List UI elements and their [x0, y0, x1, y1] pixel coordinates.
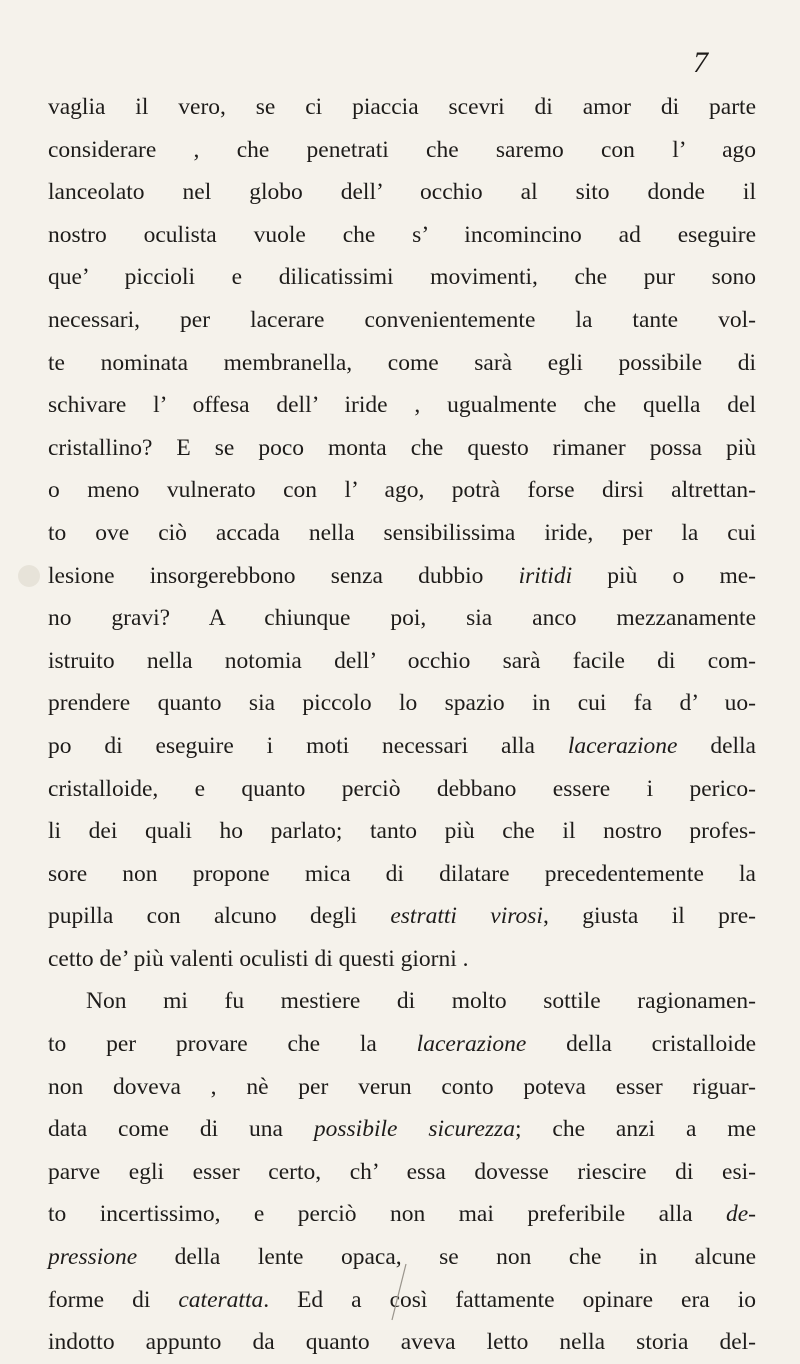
text-line: sore non propone mica di dilatare precedentemente la	[48, 860, 756, 887]
text-line: Non mi fu mestiere di molto sottile ragionamen-	[86, 988, 756, 1015]
text-line: istruito nella notomia dell’ occhio sarà facile di com-	[48, 647, 756, 674]
text-line: considerare , che penetrati che saremo con l’ ago	[48, 136, 756, 163]
text-line: to per provare che la lacerazione della cristalloide	[48, 1031, 757, 1058]
page-number: 7	[693, 46, 708, 79]
page-smudge	[18, 565, 40, 587]
text-line: indotto appunto da quanto aveva letto nella storia del-	[48, 1329, 756, 1356]
text-line: pupilla con alcuno degli estratti virosi, giusta il pre-	[48, 903, 756, 930]
text-line: parve egli esser certo, ch’ essa dovesse riescire di esi-	[48, 1158, 756, 1185]
text-line: cetto de’ più valenti oculisti di questi giorni .	[48, 945, 469, 972]
text-line: prendere quanto sia piccolo lo spazio in cui fa d’ uo-	[48, 690, 756, 717]
text-line: pressione della lente opaca, se non che in alcune	[48, 1244, 756, 1271]
text-line: te nominata membranella, come sarà egli possibile di	[48, 349, 756, 376]
text-line: to incertissimo, e perciò non mai preferibile alla de-	[48, 1201, 756, 1228]
text-line: o meno vulnerato con l’ ago, potrà forse dirsi altrettan-	[48, 477, 756, 504]
text-line: schivare l’ offesa dell’ iride , ugualmente che quella del	[48, 392, 756, 419]
text-line: lesione insorgerebbono senza dubbio iritidi più o me-	[48, 562, 756, 589]
text-line: vaglia il vero, se ci piaccia scevri di amor di parte	[48, 94, 756, 120]
text-line: cristalloide, e quanto perciò debbano essere i perico-	[48, 775, 756, 802]
text-line: nostro oculista vuole che s’ incomincino ad eseguire	[48, 221, 756, 248]
text-line: necessari, per lacerare convenientemente la tante vol-	[48, 306, 756, 333]
text-line: lanceolato nel globo dell’ occhio al sito donde il	[48, 179, 756, 206]
body-text	[48, 86, 756, 1364]
text-line: no gravi? A chiunque poi, sia anco mezzanamente	[48, 605, 756, 632]
text-line: to ove ciò accada nella sensibilissima iride, per la cui	[48, 519, 756, 546]
text-line: li dei quali ho parlato; tanto più che il nostro profes-	[48, 818, 756, 845]
text-line: data come di una possibile sicurezza; che anzi a me	[48, 1116, 756, 1143]
text-line: cristallino? E se poco monta che questo rimaner possa più	[48, 434, 756, 461]
pencil-mark	[386, 1262, 416, 1322]
text-line: po di eseguire i moti necessari alla lacerazione della	[48, 732, 756, 759]
text-line: forme di cateratta. Ed a così fattamente opinare era io	[48, 1286, 756, 1313]
text-line: que’ piccioli e dilicatissimi movimenti, che pur sono	[48, 264, 756, 291]
text-line: non doveva , nè per verun conto poteva esser riguar-	[48, 1073, 756, 1100]
